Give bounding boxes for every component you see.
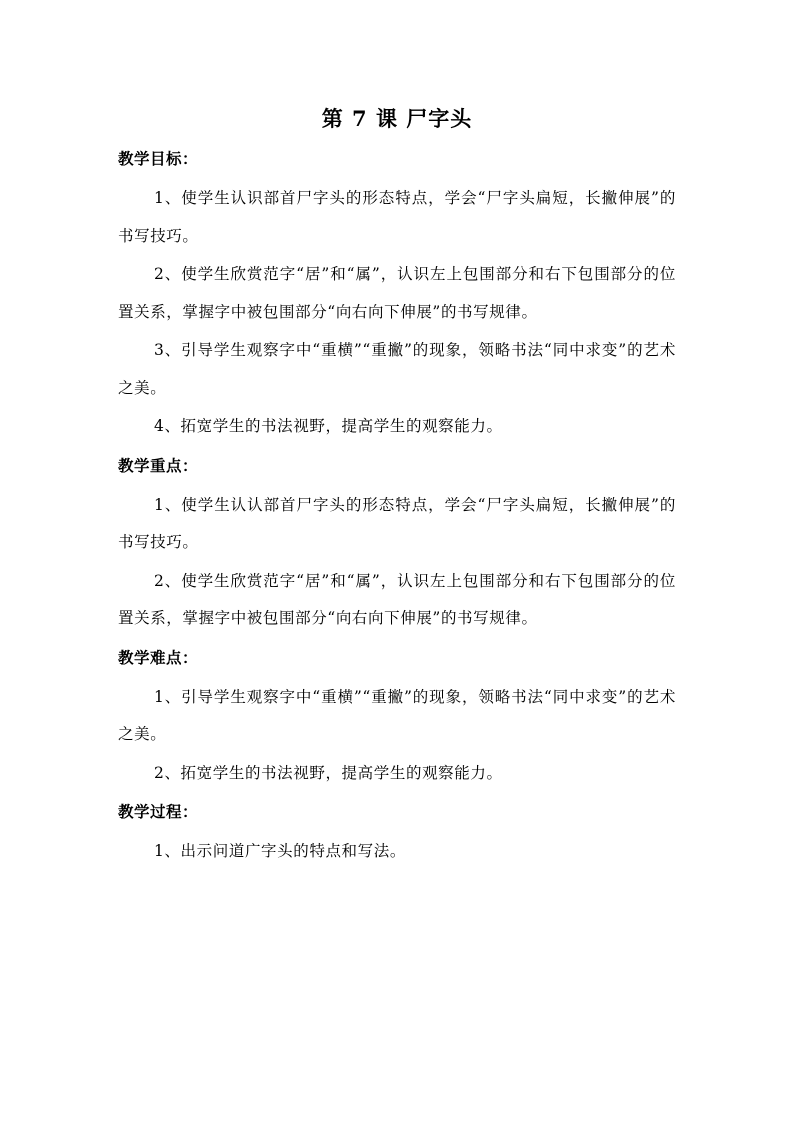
paragraph: 2、使学生欣赏范字“居”和“属”，认识左上包围部分和右下包围部分的位置关系，掌握字中被包围部分“向右向下伸展”的书写规律。	[118, 571, 676, 627]
paragraph: 2、拓宽学生的书法视野，提高学生的观察能力。	[154, 763, 503, 782]
section-heading: 教学过程：	[118, 802, 199, 821]
paragraph: 3、引导学生观察字中“重横”“重撇”的现象，领略书法“同中求变”的艺术之美。	[118, 341, 676, 397]
section-heading: 教学目标：	[118, 149, 199, 168]
paragraph: 1、出示问道广字头的特点和写法。	[154, 842, 406, 860]
paragraph: 1、使学生认认部首尸字头的形态特点，学会“尸字头扁短，长撇伸展”的书写技巧。	[118, 495, 676, 551]
paragraph: 1、使学生认识部首尸字头的形态特点，学会“尸字头扁短，长撇伸展”的书写技巧。	[118, 189, 676, 245]
page-title: 第 7 课 尸字头	[321, 106, 473, 131]
section-difficulties	[118, 638, 676, 793]
paragraph: 2、使学生欣赏范字“居”和“属”，认识左上包围部分和右下包围部分的位置关系，掌握字中被包围部分“向右向下伸展”的书写规律。	[118, 265, 676, 321]
section-heading: 教学难点：	[118, 647, 199, 667]
section-objectives	[118, 139, 676, 446]
paragraph: 1、引导学生观察字中“重横”“重撇”的现象，领略书法“同中求变”的艺术之美。	[118, 687, 676, 743]
paragraph: 4、拓宽学生的书法视野，提高学生的观察能力。	[154, 417, 503, 435]
section-process	[118, 792, 676, 871]
section-heading: 教学重点：	[118, 455, 199, 475]
section-key-points	[118, 446, 676, 638]
